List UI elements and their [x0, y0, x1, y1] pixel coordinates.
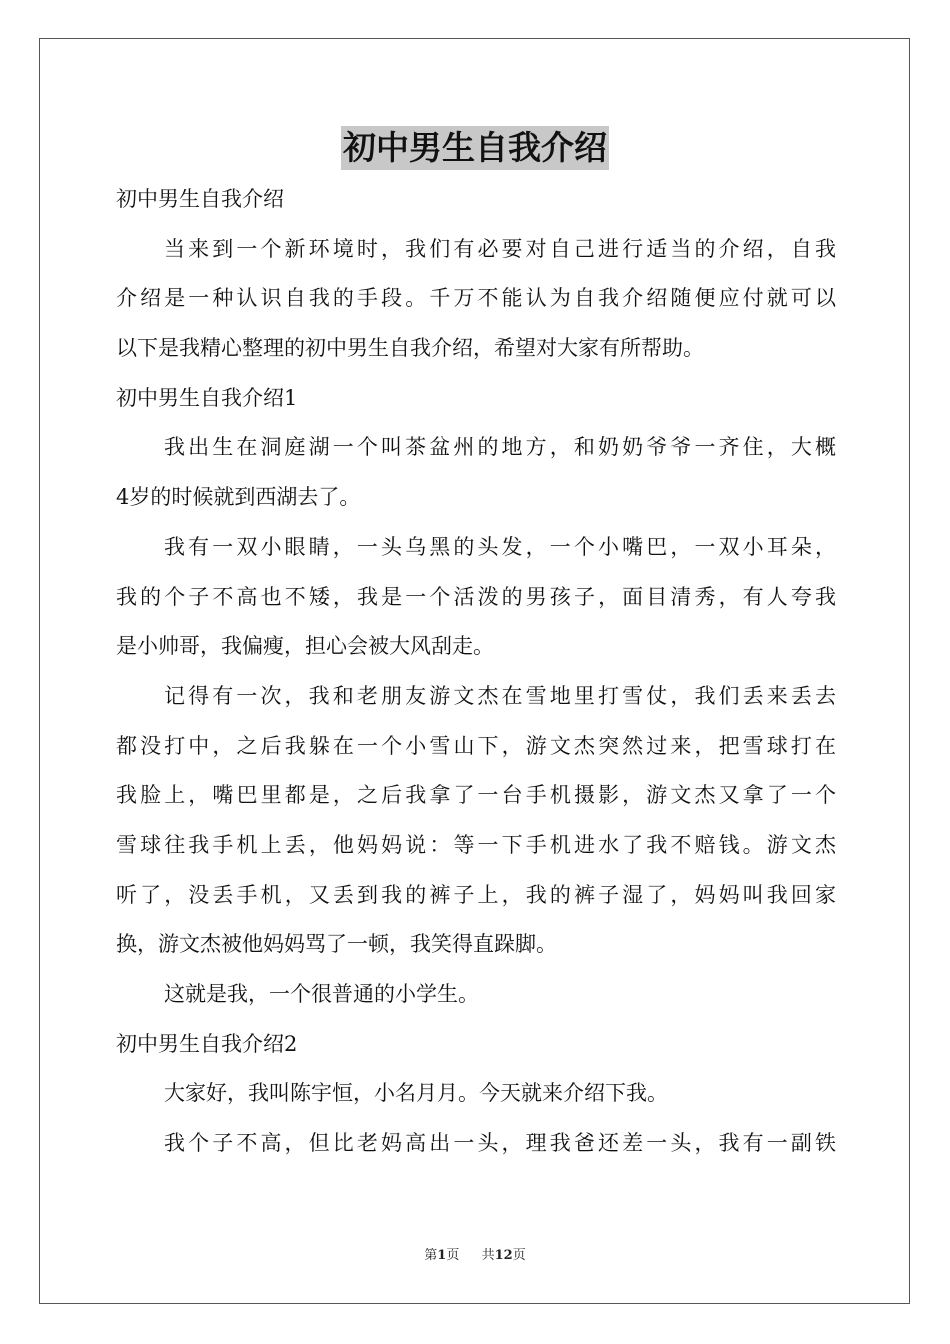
footer-total-prefix: 共: [481, 1248, 495, 1263]
footer-total-suffix: 页: [512, 1248, 526, 1263]
text-line: 4岁的时候就到西湖去了。: [116, 485, 361, 510]
text-line: 大家好，我叫陈宇恒，小名月月。今天就来介绍下我。: [164, 1081, 668, 1106]
text-line: 以下是我精心整理的初中男生自我介绍，希望对大家有所帮助。: [116, 336, 704, 361]
text-line: 都没打中，之后我躲在一个小雪山下，游文杰突然过来，把雪球打在: [116, 733, 836, 758]
text-line: 当来到一个新环境时，我们有必要对自己进行适当的介绍，自我: [164, 236, 836, 261]
text-line: 介绍是一种认识自我的手段。千万不能认为自我介绍随便应付就可以: [116, 286, 836, 311]
text-line: 我有一双小眼睛，一头乌黑的头发，一个小嘴巴，一双小耳朵，: [164, 534, 836, 559]
document-title: 初中男生自我介绍: [341, 126, 609, 170]
text-line: 听了，没丢手机，又丢到我的裤子上，我的裤子湿了，妈妈叫我回家: [116, 882, 836, 907]
text-line: 我的个子不高也不矮，我是一个活泼的男孩子，面目清秀，有人夸我: [116, 584, 836, 609]
footer-page-number: 1: [437, 1248, 447, 1263]
text-line: 是小帅哥，我偏瘦，担心会被大风刮走。: [116, 634, 494, 659]
title-container: [0, 126, 950, 170]
text-line: 我个子不高，但比老妈高出一头，理我爸还差一头，我有一副铁: [164, 1131, 836, 1156]
text-line: 换，游文杰被他妈妈骂了一顿，我笑得直跺脚。: [116, 932, 557, 957]
text-line: 初中男生自我介绍: [116, 187, 284, 211]
footer-page-suffix: 页: [446, 1248, 460, 1263]
text-line: 我出生在洞庭湖一个叫茶盆州的地方，和奶奶爷爷一齐住，大概: [164, 435, 836, 460]
page-footer: [0, 1246, 950, 1266]
text-line: 我脸上，嘴巴里都是，之后我拿了一台手机摄影，游文杰又拿了一个: [116, 783, 836, 808]
footer-page-prefix: 第: [424, 1248, 438, 1263]
document-body: [116, 175, 836, 1169]
text-line: 记得有一次，我和老朋友游文杰在雪地里打雪仗，我们丢来丢去: [164, 683, 836, 708]
footer-total-pages: 12: [494, 1248, 513, 1263]
text-line: 雪球往我手机上丢，他妈妈说：等一下手机进水了我不赔钱。游文杰: [116, 832, 836, 857]
text-line: 初中男生自我介绍1: [116, 385, 298, 410]
text-line: 初中男生自我介绍2: [116, 1031, 298, 1056]
text-line: 这就是我，一个很普通的小学生。: [164, 982, 479, 1006]
